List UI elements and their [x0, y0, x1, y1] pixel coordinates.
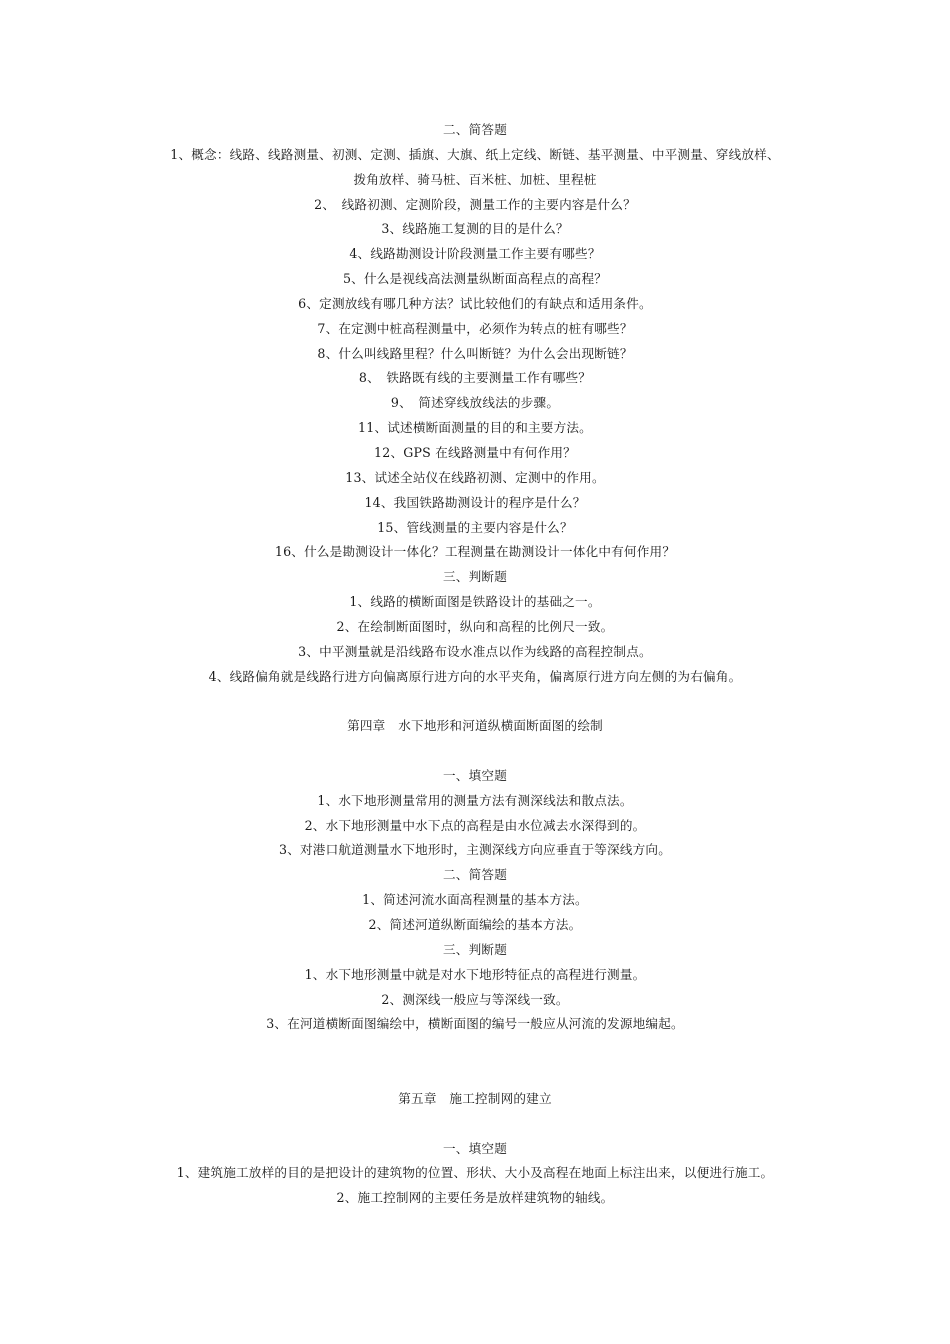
text-line: 2、在绘制断面图时，纵向和高程的比例尺一致。 — [336, 618, 614, 634]
text-line: 第四章 水下地形和河道纵横面断面图的绘制 — [347, 718, 603, 734]
blank-line — [0, 1112, 950, 1137]
text-line: 1、线路的横断面图是铁路设计的基础之一。 — [349, 594, 601, 610]
text-line: 三、判断题 — [443, 569, 507, 585]
text-line: 12、GPS 在线路测量中有何作用？ — [374, 444, 576, 460]
text-line: 第五章 施工控制网的建立 — [398, 1090, 552, 1106]
text-line: 一、填空题 — [443, 1140, 507, 1156]
text-line: 9、 简述穿线放线法的步骤。 — [390, 395, 560, 411]
text-line: 16、什么是勘测设计一体化？工程测量在勘测设计一体化中有何作用？ — [274, 544, 676, 560]
text-line: 1、概念：线路、线路测量、初测、定测、插旗、大旗、纸上定线、断链、基平测量、中平测量、穿线放样、 — [170, 146, 780, 162]
document-page — [0, 118, 950, 1211]
blank-line — [0, 1037, 950, 1062]
text-line: 2、 线路初测、定测阶段，测量工作的主要内容是什么？ — [314, 196, 636, 212]
text-line: 4、线路偏角就是线路行进方向偏离原行进方向的水平夹角，偏离原行进方向左侧的为右偏角。 — [208, 668, 742, 684]
text-line: 5、什么是视线高法测量纵断面高程点的高程？ — [342, 271, 608, 287]
text-line: 二、简答题 — [443, 867, 507, 883]
text-line: 15、管线测量的主要内容是什么？ — [377, 519, 573, 535]
text-line: 8、什么叫线路里程？什么叫断链？为什么会出现断链？ — [317, 345, 633, 361]
text-line: 一、填空题 — [443, 767, 507, 783]
text-line: 13、试述全站仪在线路初测、定测中的作用。 — [345, 469, 605, 485]
blank-line — [0, 689, 950, 714]
text-line: 2、简述河道纵断面编绘的基本方法。 — [368, 917, 582, 932]
text-line: 2、施工控制网的主要任务是放样建筑物的轴线。 — [336, 1190, 614, 1206]
text-line: 三、判断题 — [443, 941, 507, 957]
text-line: 3、中平测量就是沿线路布设水准点以作为线路的高程控制点。 — [298, 643, 652, 659]
text-line: 2、水下地形测量中水下点的高程是由水位减去水深得到的。 — [304, 817, 646, 833]
text-line: 二、简答题 — [443, 122, 507, 137]
text-line: 1、简述河流水面高程测量的基本方法。 — [362, 892, 588, 908]
text-line: 3、线路施工复测的目的是什么？ — [381, 221, 569, 237]
blank-line — [0, 739, 950, 764]
text-line: 1、建筑施工放样的目的是把设计的建筑物的位置、形状、大小及高程在地面上标注出来，以便进行施工。 — [176, 1165, 774, 1181]
text-line: 3、在河道横断面图编绘中，横断面图的编号一般应从河流的发源地编起。 — [266, 1016, 684, 1032]
text-line: 8、 铁路既有线的主要测量工作有哪些？ — [358, 370, 592, 386]
text-line: 7、在定测中桩高程测量中，必须作为转点的桩有哪些？ — [317, 320, 633, 336]
text-line: 6、定测放线有哪几种方法？试比较他们的有缺点和适用条件。 — [298, 295, 652, 311]
text-line: 2、测深线一般应与等深线一致。 — [381, 991, 569, 1007]
text-line: 11、试述横断面测量的目的和主要方法。 — [358, 420, 592, 436]
text-line: 1、水下地形测量中就是对水下地形特征点的高程进行测量。 — [304, 966, 646, 982]
blank-line — [0, 1062, 950, 1087]
text-line: 4、线路勘测设计阶段测量工作主要有哪些？ — [349, 246, 601, 262]
text-line: 1、水下地形测量常用的测量方法有测深线法和散点法。 — [317, 792, 633, 808]
text-line: 拨角放样、骑马桩、百米桩、加桩、里程桩 — [353, 171, 597, 187]
text-line: 3、对港口航道测量水下地形时，主测深线方向应垂直于等深线方向。 — [278, 842, 672, 858]
text-line: 14、我国铁路勘测设计的程序是什么？ — [364, 494, 586, 510]
